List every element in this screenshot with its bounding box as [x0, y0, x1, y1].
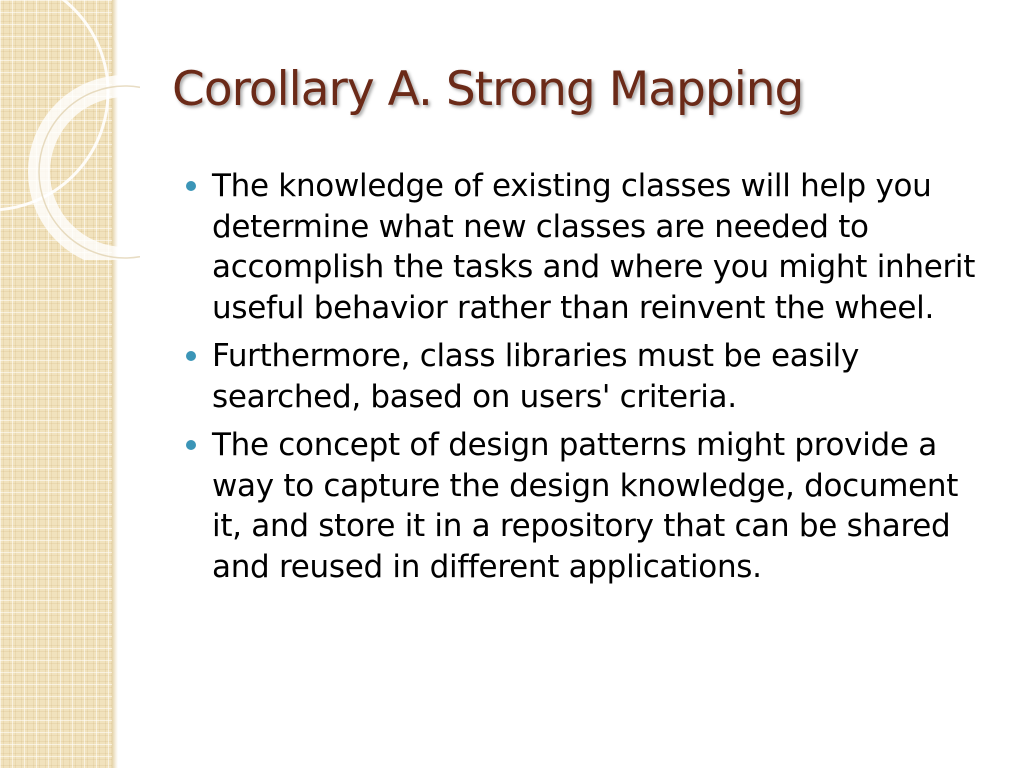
- decorative-rings: [0, 0, 140, 260]
- bullet-text: The concept of design patterns might provide a way to capture the design knowledge, document it, and store it in a repository that can be shared and reused in different applications.: [212, 427, 959, 585]
- bullet-marker-icon: [186, 351, 196, 361]
- bullet-marker-icon: [186, 440, 196, 450]
- slide-title: Corollary A. Strong Mapping: [172, 62, 804, 117]
- bullet-list: [186, 166, 986, 595]
- bullet-item: [186, 336, 986, 417]
- bullet-item: [186, 425, 986, 587]
- bullet-text: Furthermore, class libraries must be easily searched, based on users' criteria.: [212, 338, 860, 415]
- bullet-item: [186, 166, 986, 328]
- bullet-marker-icon: [186, 181, 196, 191]
- bullet-text: The knowledge of existing classes will help you determine what new classes are needed to accomplish the tasks and where you might inherit useful behavior rather than reinvent the wheel.: [212, 168, 976, 326]
